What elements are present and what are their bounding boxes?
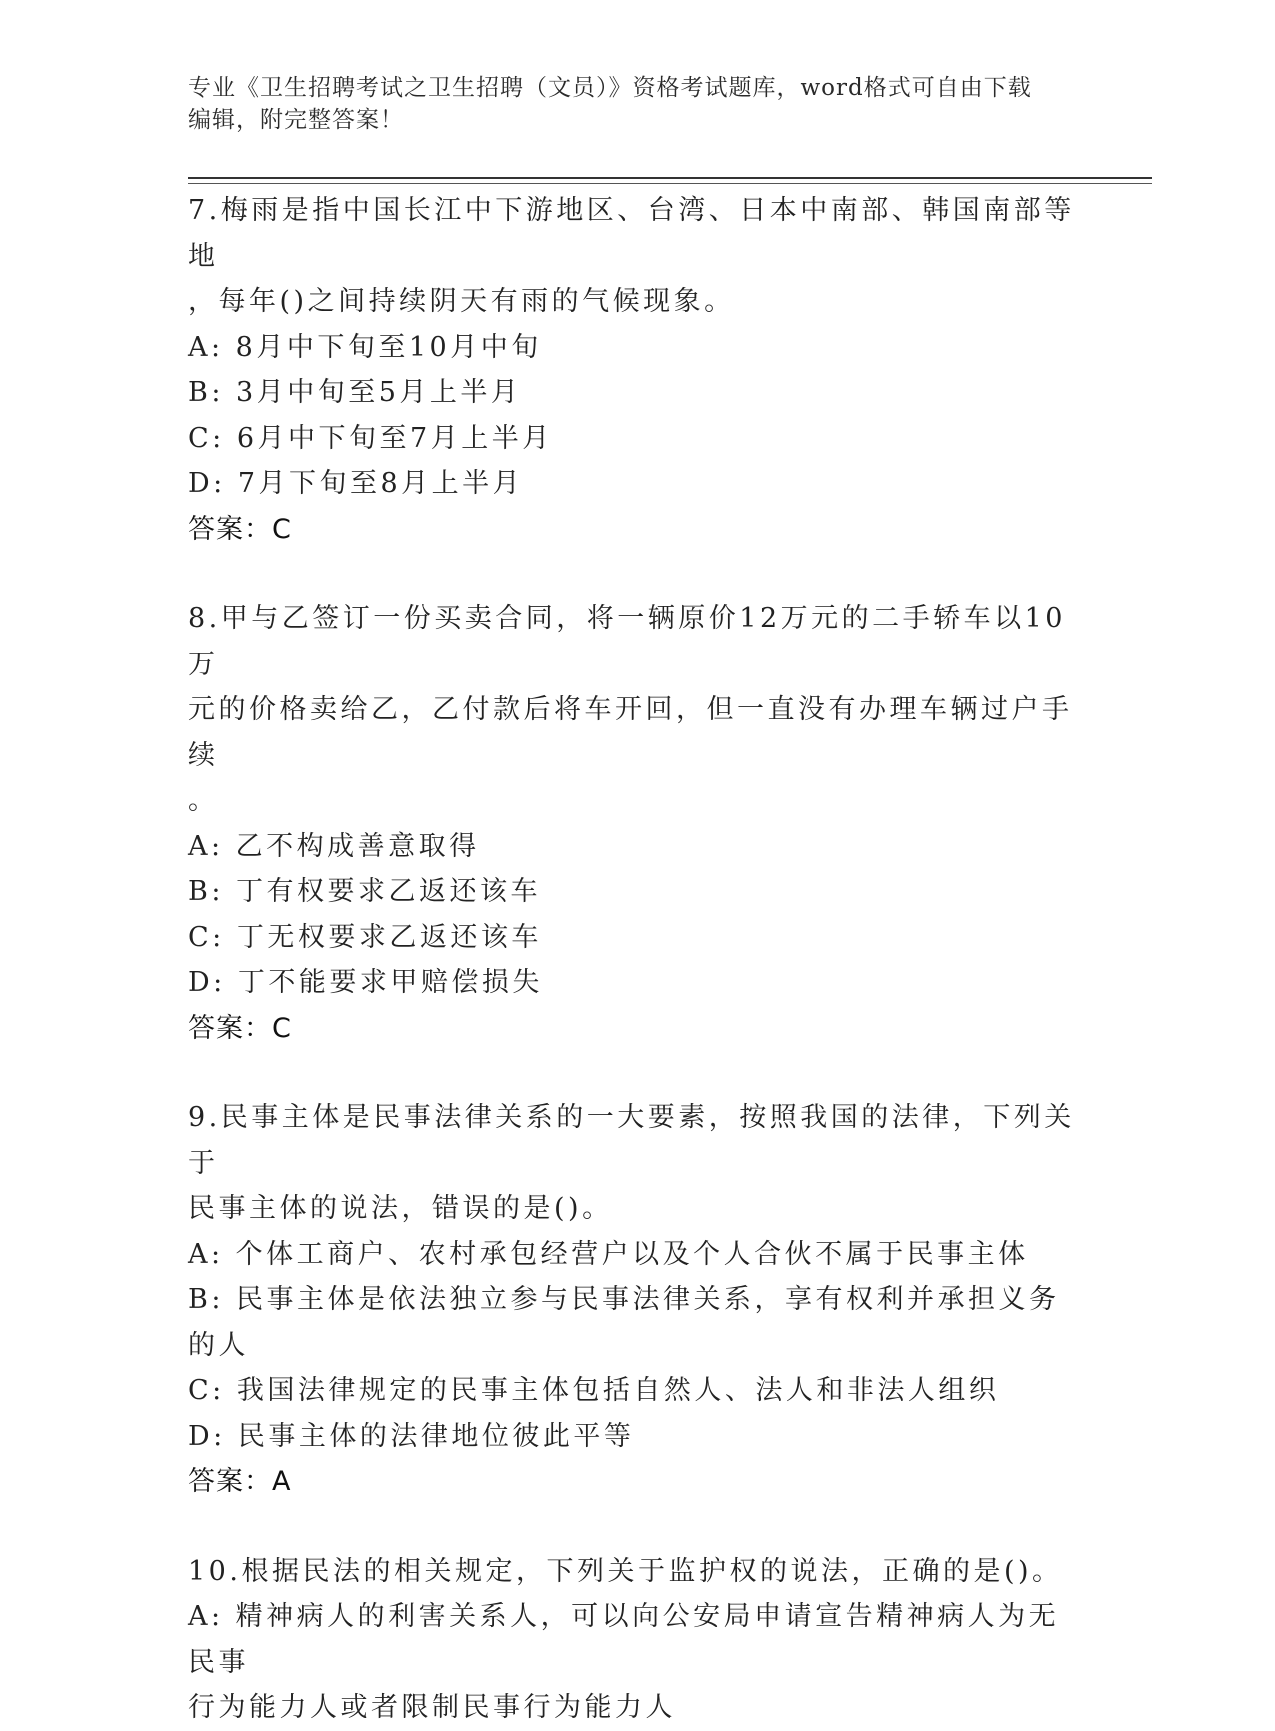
option-d: D: 民事主体的法律地位彼此平等 (188, 1420, 635, 1452)
header-divider-thick (188, 177, 1152, 179)
answer-label: 答案：C (188, 513, 292, 545)
question-text-line: 10.根据民法的相关规定，下列关于监护权的说法，正确的是()。 (188, 1555, 1063, 1587)
question-8 (188, 596, 1088, 1051)
header-line-1: 专业《卫生招聘考试之卫生招聘（文员）》资格考试题库，word格式可自由下载 (188, 75, 1032, 101)
question-9 (188, 1095, 1088, 1505)
option-b: B: 丁有权要求乙返还该车 (188, 876, 542, 907)
question-text-line: 元的价格卖给乙，乙付款后将车开回，但一直没有办理车辆过户手续 (188, 694, 1073, 771)
answer-label: 答案：C (188, 1012, 292, 1044)
header-divider-thin (188, 183, 1152, 184)
page-header (188, 72, 1068, 136)
question-list (188, 188, 1088, 1731)
header-line-2: 编辑，附完整答案！ (188, 107, 404, 133)
question-text-line: 民事主体的说法，错误的是()。 (188, 1193, 613, 1224)
option-a: A: 乙不构成善意取得 (188, 830, 480, 862)
question-7 (188, 188, 1088, 552)
question-text-line: 7.梅雨是指中国长江中下游地区、台湾、日本中南部、韩国南部等地 (188, 195, 1075, 272)
option-c: C: 我国法律规定的民事主体包括自然人、法人和非法人组织 (188, 1375, 1000, 1406)
question-spacer (188, 1505, 1088, 1549)
question-10 (188, 1549, 1088, 1731)
option-d: D: 7月下旬至8月上半月 (188, 468, 524, 499)
question-spacer (188, 552, 1088, 596)
question-spacer (188, 1051, 1088, 1095)
option-d: D: 丁不能要求甲赔偿损失 (188, 967, 543, 998)
question-text-line: 8.甲与乙签订一份买卖合同，将一辆原价12万元的二手轿车以10万 (188, 603, 1066, 680)
option-a: A: 精神病人的利害关系人，可以向公安局申请宣告精神病人为无民事 (188, 1601, 1060, 1678)
option-a: A: 个体工商户、农村承包经营户以及个人合伙不属于民事主体 (188, 1238, 1029, 1270)
option-b: B: 3月中旬至5月上半月 (188, 377, 522, 408)
question-text-line: 。 (188, 785, 219, 816)
option-c: C: 6月中下旬至7月上半月 (188, 422, 553, 454)
option-a: A: 8月中下旬至10月中旬 (188, 331, 542, 363)
option-b: B: 民事主体是依法独立参与民事法律关系，享有权利并承担义务的人 (188, 1284, 1060, 1361)
answer-label: 答案：A (188, 1466, 292, 1497)
question-text-line: 9.民事主体是民事法律关系的一大要素，按照我国的法律，下列关于 (188, 1102, 1075, 1179)
option-c: C: 丁无权要求乙返还该车 (188, 921, 542, 953)
option-a-continued: 行为能力人或者限制民事行为能力人 (188, 1692, 676, 1723)
question-text-line: ，每年()之间持续阴天有雨的气候现象。 (188, 286, 735, 317)
